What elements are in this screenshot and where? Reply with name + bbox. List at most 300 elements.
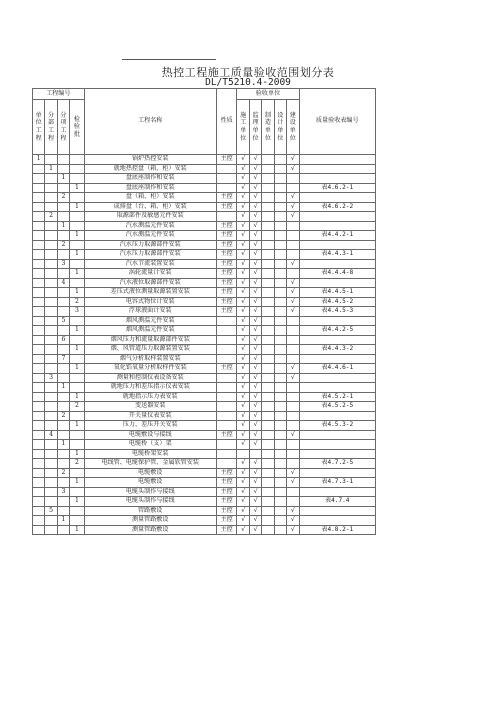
table-row (33, 373, 376, 383)
nature-cell (216, 212, 237, 222)
construction-check-cell: √ (237, 193, 249, 203)
design-check-cell (274, 402, 286, 412)
unit-project-cell (33, 250, 45, 260)
construction-check-cell: √ (237, 155, 249, 165)
project-name-cell: 盘底座制作和安装 (84, 174, 216, 184)
unit-project-cell (33, 335, 45, 345)
supervision-check-cell: √ (249, 345, 261, 355)
supervision-check-cell: √ (249, 487, 261, 497)
design-check-cell (274, 354, 286, 364)
table-row (33, 297, 376, 307)
design-check-cell (274, 497, 286, 507)
item-project-cell (57, 459, 69, 469)
construction-check-cell: √ (237, 506, 249, 516)
supervision-check-cell: √ (249, 259, 261, 269)
project-name-cell: 电缆桥架安装 (84, 449, 216, 459)
supervision-check-cell: √ (249, 193, 261, 203)
form-number-cell (299, 440, 376, 450)
table-row (33, 221, 376, 231)
design-check-cell (274, 183, 286, 193)
construction-check-cell: √ (237, 183, 249, 193)
acceptance-units-header: 验收单位 (237, 89, 299, 100)
sub-project-cell (45, 307, 57, 317)
sub-project-cell: 4 (45, 430, 57, 440)
form-number-cell (299, 164, 376, 174)
table-row (33, 421, 376, 431)
inspection-batch-cell (70, 440, 84, 450)
manufacturer-check-cell (262, 506, 274, 516)
project-name-cell: 汽水压力取源部件安装 (84, 250, 216, 260)
construction-check-cell: √ (237, 364, 249, 374)
supervision-check-cell: √ (249, 411, 261, 421)
project-name-cell: 汽水测温元件安装 (84, 231, 216, 241)
manufacturer-check-cell (262, 259, 274, 269)
nature-cell (216, 326, 237, 336)
construction-check-cell: √ (237, 345, 249, 355)
item-project-cell (57, 231, 69, 241)
design-check-cell (274, 212, 286, 222)
design-check-cell (274, 516, 286, 526)
design-check-cell (274, 506, 286, 516)
project-code-header: 工程编号 (33, 89, 85, 100)
nature-cell (216, 383, 237, 393)
inspection-batch-cell: 1 (70, 202, 84, 212)
manufacturer-check-cell (262, 221, 274, 231)
owner-check-cell (287, 440, 299, 450)
nature-cell (216, 174, 237, 184)
item-project-cell (57, 345, 69, 355)
item-project-cell (57, 392, 69, 402)
nature-cell: 主控 (216, 202, 237, 212)
design-check-cell (274, 240, 286, 250)
nature-cell: 主控 (216, 364, 237, 374)
unit-project-cell (33, 354, 45, 364)
inspection-batch-cell: 1 (70, 231, 84, 241)
form-number-cell (299, 259, 376, 269)
unit-project-cell (33, 459, 45, 469)
owner-check-cell (287, 250, 299, 260)
unit-project-cell (33, 383, 45, 393)
item-project-cell (57, 183, 69, 193)
project-name-cell: 测量管路敷设 (84, 516, 216, 526)
unit-project-cell (33, 525, 45, 535)
project-name-cell: 管路敷设 (84, 506, 216, 516)
supervision-check-cell: √ (249, 354, 261, 364)
supervision-check-cell: √ (249, 183, 261, 193)
form-number-cell (299, 516, 376, 526)
sub-project-cell (45, 402, 57, 412)
item-project-cell: 2 (57, 411, 69, 421)
form-number-cell: 表4.4.4-8 (299, 269, 376, 279)
nature-cell: 主控 (216, 259, 237, 269)
sub-project-cell (45, 259, 57, 269)
table-row (33, 288, 376, 298)
owner-check-cell (287, 240, 299, 250)
construction-check-cell: √ (237, 202, 249, 212)
form-number-cell (299, 411, 376, 421)
design-check-cell (274, 155, 286, 165)
construction-check-cell: √ (237, 478, 249, 488)
inspection-batch-cell: 1 (70, 364, 84, 374)
form-number-cell: 表4.4.3-1 (299, 250, 376, 260)
project-name-cell: 成排盘（台、箱、柜）安装 (84, 202, 216, 212)
design-check-cell (274, 440, 286, 450)
unit-project-cell (33, 259, 45, 269)
supervision-check-cell: √ (249, 155, 261, 165)
supervision-check-cell: √ (249, 478, 261, 488)
table-row (33, 354, 376, 364)
table-row (33, 468, 376, 478)
design-check-cell (274, 307, 286, 317)
form-number-cell: 表4.4.2-1 (299, 231, 376, 241)
inspection-batch-cell (70, 164, 84, 174)
sub-project-cell (45, 202, 57, 212)
unit-project-cell (33, 440, 45, 450)
owner-check-cell: √ (287, 259, 299, 269)
unit-project-cell (33, 202, 45, 212)
inspection-batch-cell: 2 (70, 459, 84, 469)
item-project-cell: 1 (57, 383, 69, 393)
owner-check-cell (287, 231, 299, 241)
construction-check-cell: √ (237, 392, 249, 402)
unit-project-cell (33, 231, 45, 241)
manufacturer-check-cell (262, 468, 274, 478)
supervision-check-cell: √ (249, 335, 261, 345)
inspection-batch-cell (70, 468, 84, 478)
unit-project-cell: 1 (33, 155, 45, 165)
supervision-check-cell: √ (249, 250, 261, 260)
supervision-check-cell: √ (249, 383, 261, 393)
project-name-cell: 电缆敷设 (84, 468, 216, 478)
inspection-batch-cell (70, 516, 84, 526)
construction-check-cell: √ (237, 269, 249, 279)
sub-project-cell (45, 297, 57, 307)
manufacturer-check-cell (262, 326, 274, 336)
item-project-cell (57, 497, 69, 507)
sub-project-cell (45, 335, 57, 345)
manufacturer-check-cell (262, 392, 274, 402)
project-name-cell: 烟气分析取样装置安装 (84, 354, 216, 364)
item-project-cell (57, 269, 69, 279)
table-row (33, 155, 376, 165)
unit-project-cell (33, 288, 45, 298)
sub-project-cell (45, 269, 57, 279)
nature-cell (216, 411, 237, 421)
item-project-header: 分项工程 (60, 111, 67, 142)
owner-check-cell: √ (287, 430, 299, 440)
nature-cell (216, 164, 237, 174)
item-project-cell: 6 (57, 335, 69, 345)
supervision-check-cell: √ (249, 516, 261, 526)
owner-check-cell (287, 174, 299, 184)
owner-check-cell: √ (287, 212, 299, 222)
manufacturer-check-cell (262, 174, 274, 184)
supervision-check-cell: √ (249, 212, 261, 222)
inspection-batch-cell (70, 259, 84, 269)
form-number-cell (299, 174, 376, 184)
design-check-cell (274, 345, 286, 355)
project-name-cell: 就地热控盘（箱、柜）安装 (84, 164, 216, 174)
item-project-cell (57, 297, 69, 307)
item-project-cell (57, 250, 69, 260)
inspection-batch-cell: 1 (70, 449, 84, 459)
project-name-cell: 电缆头制作与接线 (84, 497, 216, 507)
construction-check-cell: √ (237, 231, 249, 241)
inspection-batch-cell (70, 373, 84, 383)
item-project-cell (57, 449, 69, 459)
owner-check-cell: √ (287, 373, 299, 383)
inspection-batch-cell: 1 (70, 478, 84, 488)
project-name-cell: 就地指示压力表安装 (84, 392, 216, 402)
manufacturer-check-cell (262, 487, 274, 497)
manufacturer-check-cell (262, 335, 274, 345)
supervision-check-cell: √ (249, 468, 261, 478)
unit-project-cell (33, 240, 45, 250)
nature-cell: 主控 (216, 506, 237, 516)
table-row (33, 316, 376, 326)
owner-check-cell (287, 221, 299, 231)
design-check-cell (274, 221, 286, 231)
owner-check-cell: √ (287, 468, 299, 478)
inspection-batch-cell (70, 411, 84, 421)
unit-project-cell (33, 487, 45, 497)
construction-check-cell: √ (237, 440, 249, 450)
sub-project-cell: 2 (45, 212, 57, 222)
project-name-cell: 氧化锆氧量分析取样件安装 (84, 364, 216, 374)
construction-check-cell: √ (237, 411, 249, 421)
owner-check-cell: √ (287, 202, 299, 212)
table-row (33, 174, 376, 184)
project-name-cell: 浮球液面计安装 (84, 307, 216, 317)
owner-check-cell (287, 335, 299, 345)
supervision-check-cell: √ (249, 402, 261, 412)
unit-project-header: 单位工程 (35, 111, 42, 142)
nature-cell (216, 440, 237, 450)
item-project-cell: 2 (57, 468, 69, 478)
owner-check-cell (287, 269, 299, 279)
form-number-cell: 表4.8.2-1 (299, 525, 376, 535)
manufacturer-check-cell (262, 449, 274, 459)
design-check-cell (274, 202, 286, 212)
sub-project-cell: 3 (45, 373, 57, 383)
form-number-cell (299, 449, 376, 459)
nature-cell (216, 335, 237, 345)
owner-check-cell (287, 316, 299, 326)
project-name-cell: 变送器安装 (84, 402, 216, 412)
form-number-cell (299, 155, 376, 165)
page-title: 热控工程施工质量验收范围划分表 (161, 66, 335, 79)
construction-check-cell: √ (237, 516, 249, 526)
supervision-check-cell: √ (249, 497, 261, 507)
manufacturer-check-cell (262, 212, 274, 222)
project-name-cell: 电缆敷设 (84, 478, 216, 488)
design-check-cell (274, 326, 286, 336)
project-name-cell: 电缆头制作与接线 (84, 487, 216, 497)
sub-project-cell (45, 183, 57, 193)
supervision-check-cell: √ (249, 221, 261, 231)
nature-cell: 主控 (216, 478, 237, 488)
form-number-cell: 表4.4.6-1 (299, 364, 376, 374)
supervision-check-cell: √ (249, 307, 261, 317)
unit-project-cell (33, 468, 45, 478)
unit-project-cell (33, 221, 45, 231)
table-row (33, 231, 376, 241)
nature-cell (216, 459, 237, 469)
inspection-batch-cell (70, 193, 84, 203)
inspection-batch-cell: 1 (70, 250, 84, 260)
design-check-cell (274, 411, 286, 421)
unit-project-cell (33, 212, 45, 222)
unit-project-cell (33, 278, 45, 288)
manufacturer-check-cell (262, 307, 274, 317)
manufacturer-check-cell (262, 193, 274, 203)
nature-cell: 主控 (216, 516, 237, 526)
construction-check-cell: √ (237, 421, 249, 431)
project-name-cell: 开关量仪表安装 (84, 411, 216, 421)
table-row (33, 402, 376, 412)
item-project-cell (57, 212, 69, 222)
manufacturer-check-cell (262, 525, 274, 535)
form-number-cell: 表4.4.5-3 (299, 307, 376, 317)
manufacturer-check-cell (262, 297, 274, 307)
sub-project-cell (45, 364, 57, 374)
construction-check-cell: √ (237, 307, 249, 317)
project-name-cell: 汽水液位取源部件安装 (84, 278, 216, 288)
table-row (33, 202, 376, 212)
sub-project-cell (45, 316, 57, 326)
manufacturer-check-cell (262, 155, 274, 165)
inspection-batch-cell: 1 (70, 525, 84, 535)
form-number-cell (299, 193, 376, 203)
unit-project-cell (33, 411, 45, 421)
owner-unit-header: 建设单位 (289, 111, 296, 142)
unit-project-cell (33, 497, 45, 507)
manufacturer-check-cell (262, 383, 274, 393)
supervision-check-cell: √ (249, 297, 261, 307)
unit-project-cell (33, 269, 45, 279)
form-number-cell (299, 354, 376, 364)
sub-project-cell (45, 240, 57, 250)
item-project-cell (57, 402, 69, 412)
inspection-batch-cell (70, 506, 84, 516)
unit-project-cell (33, 430, 45, 440)
design-check-cell (274, 364, 286, 374)
inspection-batch-cell: 1 (70, 183, 84, 193)
owner-check-cell: √ (287, 297, 299, 307)
standard-code: DL/T5210.4-2009 (205, 77, 291, 88)
unit-project-cell (33, 373, 45, 383)
nature-cell: 主控 (216, 193, 237, 203)
nature-header: 性质 (216, 89, 237, 155)
item-project-cell: 2 (57, 193, 69, 203)
owner-check-cell (287, 459, 299, 469)
form-number-cell (299, 335, 376, 345)
form-number-cell (299, 506, 376, 516)
inspection-batch-cell: 3 (70, 307, 84, 317)
unit-project-cell (33, 392, 45, 402)
manufacturer-check-cell (262, 430, 274, 440)
owner-check-cell (287, 383, 299, 393)
supervision-check-cell: √ (249, 164, 261, 174)
project-name-cell: 差压式液位测量取源装置安装 (84, 288, 216, 298)
sub-project-header: 分部工程 (48, 111, 55, 142)
owner-check-cell (287, 449, 299, 459)
form-number-cell: 表4.6.2-2 (299, 202, 376, 212)
manufacturer-check-cell (262, 345, 274, 355)
supervision-check-cell: √ (249, 459, 261, 469)
construction-check-cell: √ (237, 335, 249, 345)
table-row (33, 240, 376, 250)
supervision-check-cell: √ (249, 231, 261, 241)
inspection-batch-cell (70, 316, 84, 326)
manufacturer-check-cell (262, 278, 274, 288)
construction-check-cell: √ (237, 373, 249, 383)
item-project-cell: 2 (57, 240, 69, 250)
nature-cell: 主控 (216, 278, 237, 288)
sub-project-cell (45, 231, 57, 241)
table-row (33, 411, 376, 421)
sub-project-cell (45, 440, 57, 450)
sub-project-cell (45, 250, 57, 260)
project-name-cell: 盘（箱、柜）安装 (84, 193, 216, 203)
supervision-check-cell: √ (249, 430, 261, 440)
design-check-cell (274, 430, 286, 440)
table-row (33, 497, 376, 507)
design-check-cell (274, 250, 286, 260)
sub-project-cell (45, 354, 57, 364)
design-check-cell (274, 335, 286, 345)
nature-cell: 主控 (216, 240, 237, 250)
owner-check-cell: √ (287, 525, 299, 535)
nature-cell (216, 421, 237, 431)
inspection-batch-header: 检验批 (73, 115, 80, 138)
inspection-batch-cell: 1 (70, 288, 84, 298)
nature-cell (216, 354, 237, 364)
supervision-check-cell: √ (249, 525, 261, 535)
design-check-cell (274, 164, 286, 174)
table-row (33, 345, 376, 355)
table-row (33, 487, 376, 497)
form-number-header: 质量验收表编号 (299, 89, 376, 155)
sub-project-cell (45, 478, 57, 488)
sub-project-cell (45, 278, 57, 288)
construction-check-cell: √ (237, 240, 249, 250)
nature-cell (216, 345, 237, 355)
inspection-batch-cell: 1 (70, 326, 84, 336)
sub-project-cell (45, 487, 57, 497)
construction-check-cell: √ (237, 278, 249, 288)
form-number-cell (299, 240, 376, 250)
sub-project-cell (45, 155, 57, 165)
manufacturer-check-cell (262, 269, 274, 279)
inspection-batch-cell (70, 430, 84, 440)
design-check-cell (274, 468, 286, 478)
table-row (33, 516, 376, 526)
table-row (33, 326, 376, 336)
unit-project-cell (33, 183, 45, 193)
construction-check-cell (237, 449, 249, 459)
design-check-cell (274, 231, 286, 241)
nature-cell: 主控 (216, 250, 237, 260)
manufacturer-check-cell (262, 250, 274, 260)
form-number-cell: 表4.4.5-1 (299, 288, 376, 298)
nature-cell: 主控 (216, 288, 237, 298)
inspection-batch-cell: 2 (70, 297, 84, 307)
supervision-check-cell: √ (249, 269, 261, 279)
project-name-cell: 汽水压力取源部件安装 (84, 240, 216, 250)
construction-check-cell: √ (237, 221, 249, 231)
design-check-cell (274, 297, 286, 307)
